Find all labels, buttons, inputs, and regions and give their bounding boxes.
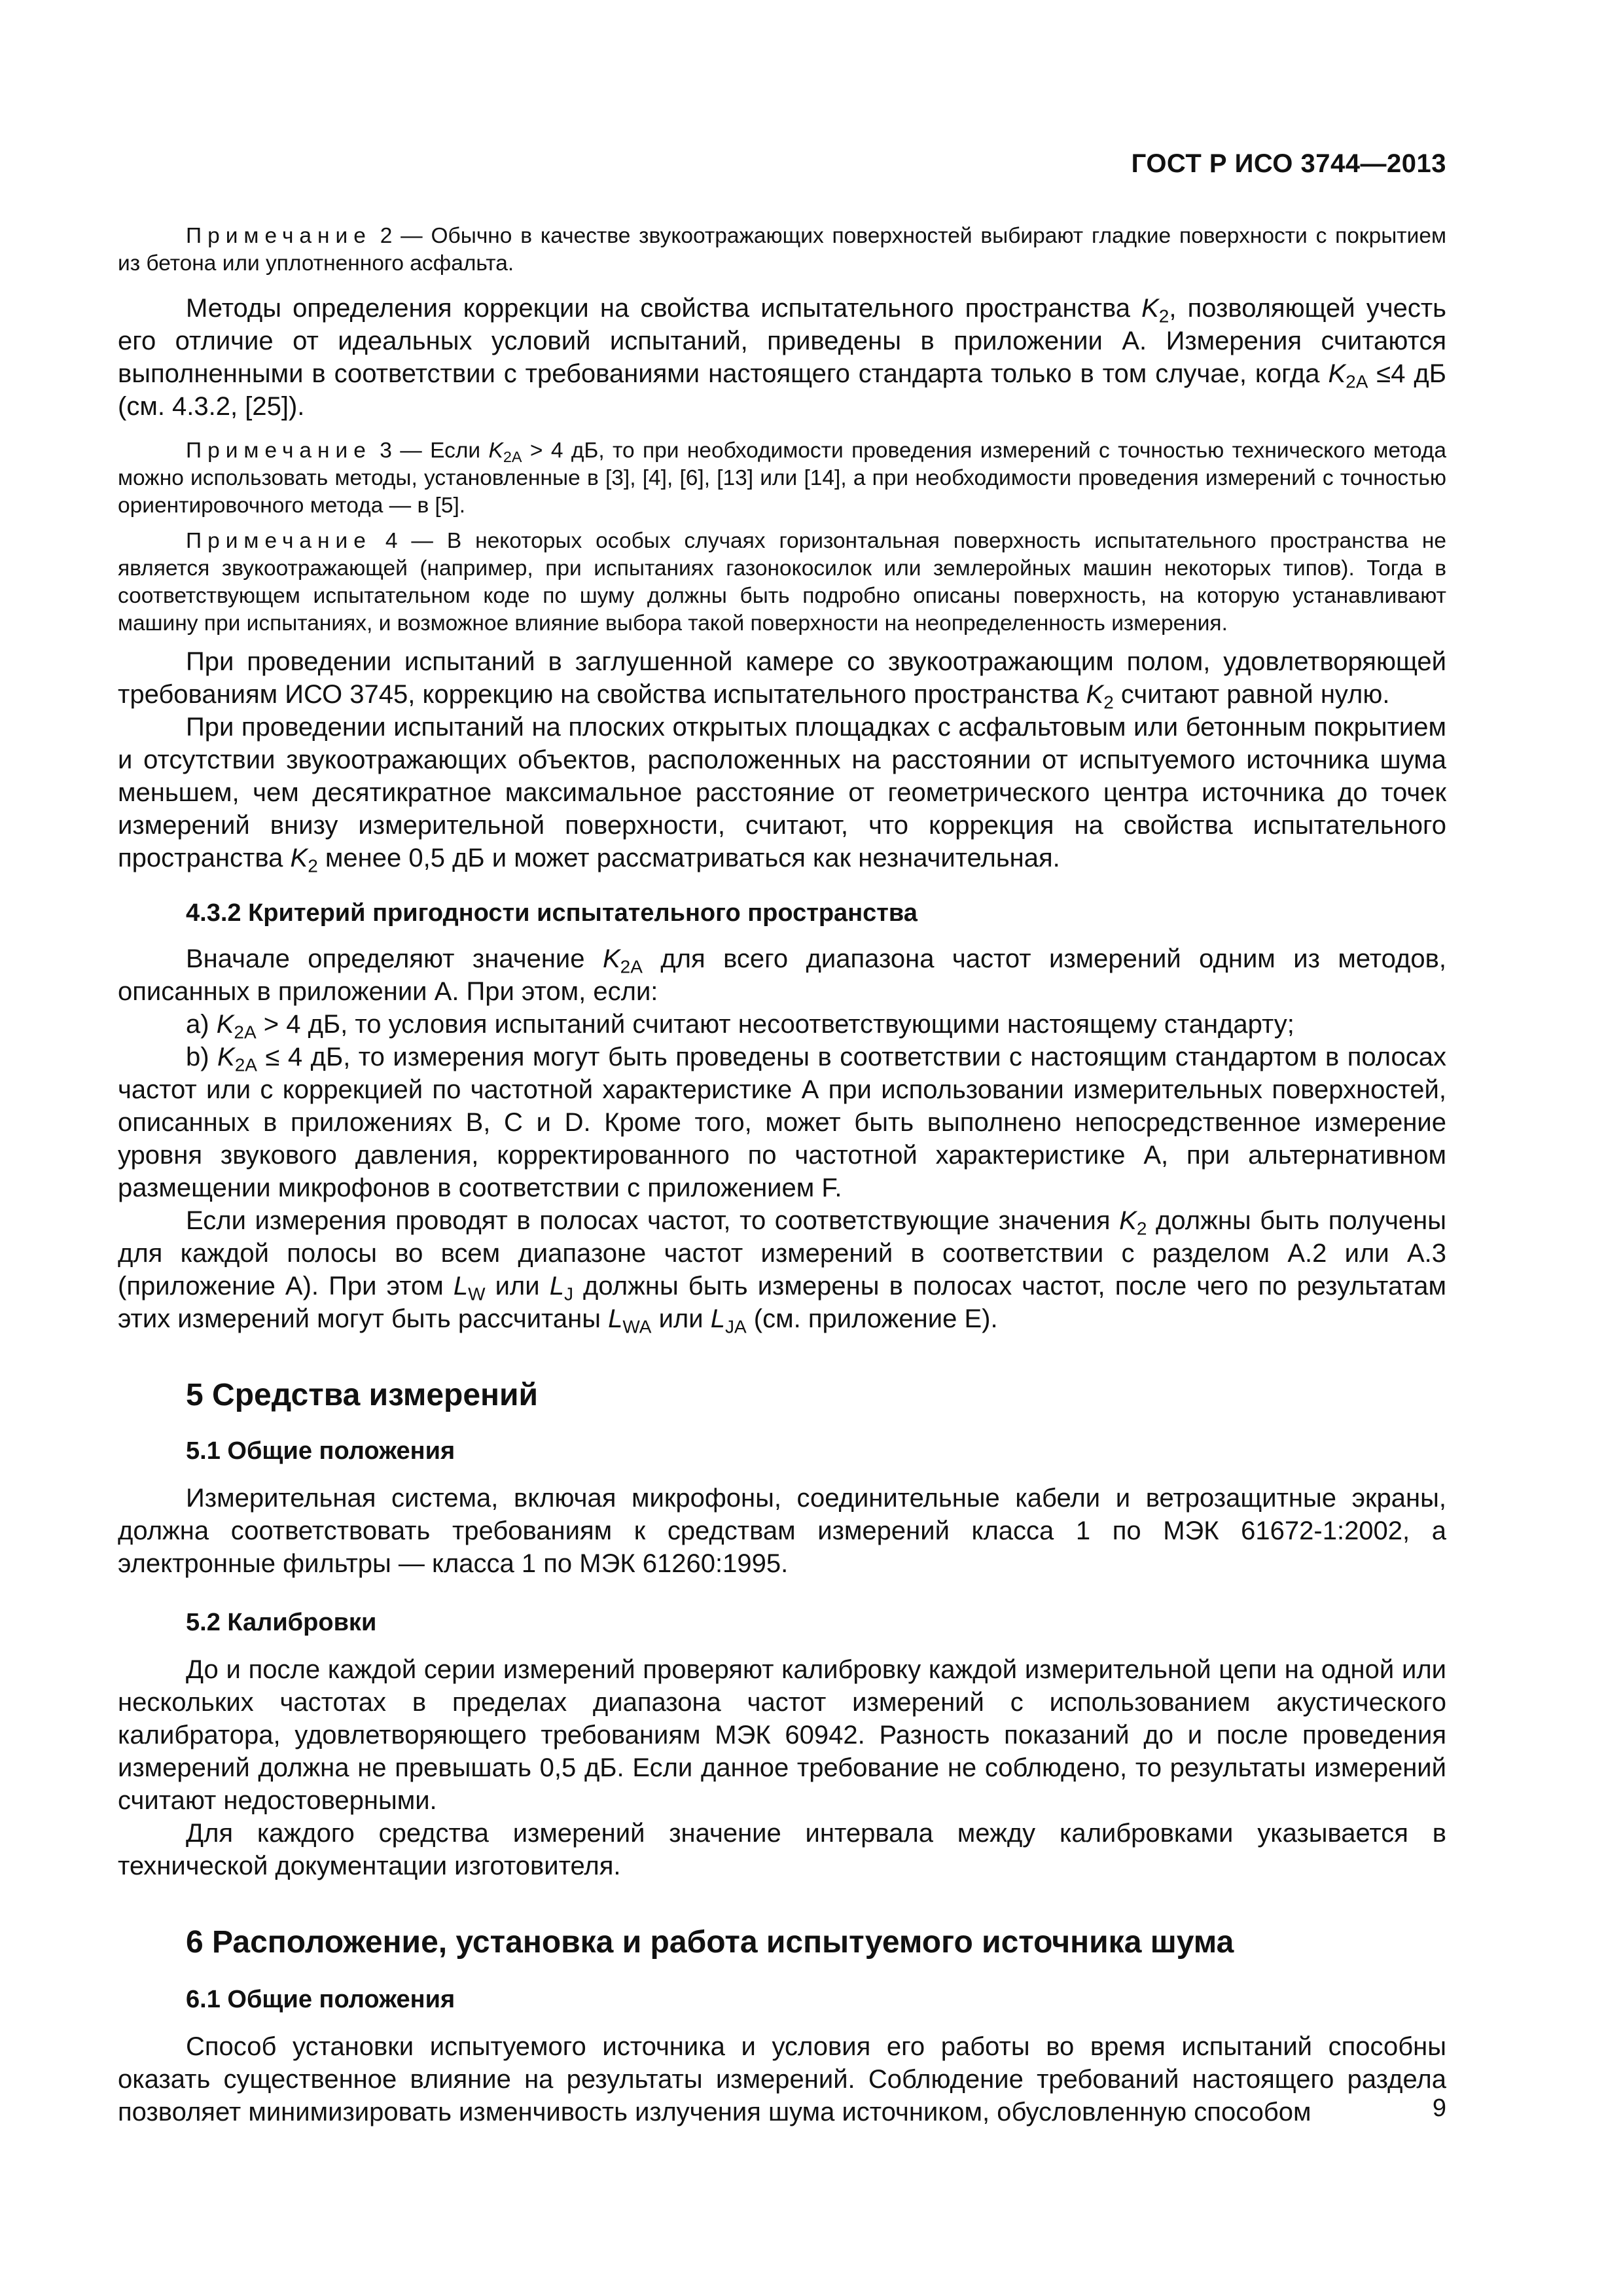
paragraph: Измерительная система, включая микрофоны, соединительные кабели и ветрозащитные экраны, должна соответствовать требованиям к средствам измерений класса 1 по МЭК 61672-1:2002, а электронные фильтры — класса 1 по МЭК 61260:1995. [118, 1484, 1446, 1578]
text-run: (см. приложение Е). [746, 1304, 998, 1333]
text-run: > 4 дБ, то при необходимости проведения измерений с точностью технического метода можно использовать методы, установленные в [3], [4], [6], [13] или [14], а при необходимости проведения измерений с точностью ориентировочного метода — в [5]. [118, 439, 1446, 518]
symbol: L [453, 1272, 469, 1300]
subscript: 2A [234, 1054, 257, 1075]
paragraph [118, 292, 1446, 423]
section-heading-5-2: 5.2 Калибровки [186, 1609, 377, 1636]
section-heading-6: 6 Расположение, установка и работа испытуемого источника шума [186, 1925, 1234, 1960]
note-label: Примечание [186, 224, 372, 248]
note-text: 4 — В некоторых особых случаях горизонтальная поверхность испытательного пространства не является звукоотражающей (например, при испытаниях газонокосилок или землеройных машин некоторых типов). Тогда в соответствующем испытательном коде по шуму должны быть подробно описаны поверхность, на которую устанавливают машину при испытаниях, и возможное влияние выбора такой поверхности на неопределенность измерения. [118, 529, 1446, 636]
text-run: Методы определения коррекции на свойства испытательного пространства [186, 294, 1142, 323]
note-4 [118, 528, 1446, 637]
text-run: менее 0,5 дБ и может рассматриваться как незначительная. [317, 844, 1060, 872]
text-run: b) [186, 1043, 218, 1071]
subscript: WA [622, 1316, 652, 1337]
subscript: 2 [1158, 306, 1169, 327]
symbol: K [290, 844, 308, 872]
subscript: J [563, 1283, 573, 1304]
symbol: K [1086, 680, 1104, 709]
symbol: K [1141, 294, 1159, 323]
section-heading-5: 5 Средства измерений [186, 1378, 539, 1412]
text-run: ≤ 4 дБ, то измерения могут быть проведены в соответствии с настоящим стандартом в полосах частот или с коррекцией по частотной характеристике А при использовании измерительных поверхностей, описанных в приложениях В, С и D. Кроме того, может быть выполнено непосредственное измерение уровня звукового давления, корректированного по частотной характеристике А, при альтернативном размещении микрофонов в соответствии с приложением F. [118, 1043, 1447, 1202]
paragraph: Способ установки испытуемого источника и условия его работы во время испытаний способны оказать существенное влияние на результаты измерений. Соблюдение требований настоящего раздела позволяет минимизировать изменчивость излучения шума источником, обусловленную способом [118, 2032, 1446, 2126]
document-page [118, 0, 1446, 2296]
text-run: а) [186, 1010, 217, 1039]
paragraph [118, 1204, 1446, 1335]
symbol: K [216, 1010, 234, 1039]
text-run: 3 — Если [371, 439, 489, 463]
subscript: 2 [308, 855, 318, 876]
text-run: Если измерения проводят в полосах частот, то соответствующие значения [186, 1206, 1120, 1235]
paragraph [118, 942, 1446, 1008]
note-text: 2 — Обычно в качестве звукоотражающих поверхностей выбирают гладкие поверхности с покрытием из бетона или уплотненного асфальта. [118, 224, 1446, 276]
text-run: > 4 дБ, то условия испытаний считают несоответствующими настоящему стандарту; [256, 1010, 1294, 1039]
page-number: 9 [1432, 2094, 1446, 2122]
text-run: При проведении испытаний в заглушенной камере со звукоотражающим полом, удовлетворяющей требованиям ИСО 3745, коррекцию на свойства испытательного пространства [118, 647, 1446, 709]
text-run: ≤4 дБ (см. 4.3.2, [25]). [118, 359, 1447, 421]
note-label: Примечание [186, 439, 372, 463]
symbol: K [602, 944, 620, 973]
text-run: должны быть измерены в полосах частот, после чего по результатам этих измерений могут быть рассчитаны [118, 1272, 1446, 1333]
section-heading-5-1: 5.1 Общие положения [186, 1437, 455, 1465]
list-item-a [118, 1008, 1446, 1041]
paragraph: До и после каждой серии измерений проверяют калибровку каждой измерительной цепи на одной или нескольких частотах в пределах диапазона частот измерений с использованием акустического калибратора, удовлетворяющего требованиям МЭК 60942. Разность показаний до и после проведения измерений должна не превышать 0,5 дБ. Если данное требование не соблюдено, то результаты измерений считают недостоверными. [118, 1655, 1446, 1815]
text-run: , позволяющей учесть его отличие от идеальных условий испытаний, приведены в приложении А. Измерения считаются выполненными в соответствии с требованиями настоящего стандарта только в том случае, когда [118, 294, 1446, 388]
section-heading-4-3-2: 4.3.2 Критерий пригодности испытательного пространства [186, 899, 918, 927]
text-run: должны быть получены для каждой полосы во всем диапазоне частот измерений в соответствии с разделом А.2 или А.3 (приложение А). При этом [118, 1206, 1446, 1300]
text-run: При проведении испытаний на плоских открытых площадках с асфальтовым или бетонным покрытием и отсутствии звукоотражающих объектов, расположенных на расстоянии от испытуемого источника шума меньшем, чем десятикратное максимальное расстояние от геометрического центра источника до точек измерений внизу измерительной поверхности, считают, что коррекция на свойства испытательного пространства [118, 713, 1446, 872]
note-3 [118, 437, 1446, 520]
text-run: для всего диапазона частот измерений одним из методов, описанных в приложении А. При этом, если: [118, 944, 1446, 1006]
subscript: 2A [620, 956, 643, 977]
section-heading-6-1: 6.1 Общие положения [186, 1986, 455, 2013]
symbol: K [1119, 1206, 1137, 1235]
subscript: JA [724, 1316, 747, 1337]
document-header: ГОСТ Р ИСО 3744—2013 [1131, 149, 1446, 178]
subscript: 2A [503, 448, 522, 466]
subscript: 2 [1103, 692, 1114, 713]
text-run: считают равной нулю. [1113, 680, 1390, 709]
document-body [118, 223, 1446, 2128]
paragraph [118, 711, 1446, 874]
list-item-b [118, 1041, 1446, 1204]
symbol: K [488, 439, 503, 463]
subscript: 2 [1136, 1218, 1147, 1239]
text-run: или [485, 1272, 550, 1300]
subscript: W [468, 1283, 486, 1304]
symbol: L [608, 1304, 623, 1333]
note-label: Примечание [186, 529, 372, 553]
paragraph: Для каждого средства измерений значение интервала между калибровками указывается в технической документации изготовителя. [118, 1819, 1446, 1880]
paragraph [118, 645, 1446, 711]
text-run: Вначале определяют значение [186, 944, 603, 973]
symbol: L [549, 1272, 564, 1300]
subscript: 2A [1346, 371, 1368, 392]
note-2 [118, 223, 1446, 278]
subscript: 2A [234, 1022, 257, 1043]
text-run: или [651, 1304, 711, 1333]
symbol: K [1328, 359, 1346, 388]
symbol: L [710, 1304, 725, 1333]
symbol: K [217, 1043, 235, 1071]
